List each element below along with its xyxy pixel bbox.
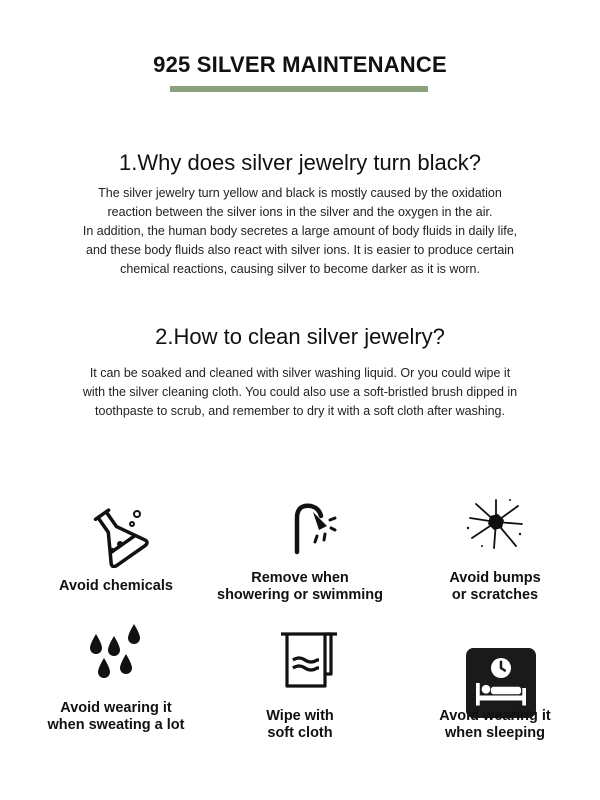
tip-label: Wipe with soft cloth bbox=[266, 708, 334, 741]
section1-paragraph bbox=[40, 184, 560, 279]
section2-paragraph bbox=[40, 364, 560, 421]
shower-icon bbox=[275, 496, 345, 566]
section2-line: with the silver cleaning cloth. You could also use a soft-bristled brush dipped in bbox=[82, 385, 518, 399]
section1-heading: 1.Why does silver jewelry turn black? bbox=[119, 150, 481, 175]
section2-line: It can be soaked and cleaned with silver washing liquid. Or you could wipe it bbox=[89, 366, 511, 380]
section1-line: reaction between the silver ions in the silver and the oxygen in the air. bbox=[107, 205, 493, 219]
tip-label: Remove when showering or swimming bbox=[217, 570, 383, 603]
tip-label: Avoid wearing it when sweating a lot bbox=[47, 700, 185, 733]
towel-icon bbox=[275, 622, 345, 692]
section1-line: and these body fluids also react with silver ions. It is easier to produce certain bbox=[86, 243, 514, 257]
tip-label: Avoid bumps or scratches bbox=[449, 570, 541, 603]
section1-line: In addition, the human body secretes a large amount of body fluids in daily life, bbox=[82, 224, 518, 238]
crack-icon bbox=[460, 494, 530, 564]
tip-label: Avoid chemicals bbox=[59, 578, 173, 594]
section1-line: chemical reactions, causing silver to become darker as it is worn. bbox=[120, 262, 480, 276]
flask-icon bbox=[82, 498, 152, 568]
title-underline bbox=[170, 86, 428, 92]
section1-line: The silver jewelry turn yellow and black is mostly caused by the oxidation bbox=[98, 186, 502, 200]
section2-line: toothpaste to scrub, and remember to dry it with a soft cloth after washing. bbox=[95, 404, 505, 418]
page-title: 925 SILVER MAINTENANCE bbox=[153, 52, 447, 77]
tip-label: Avoid wearing it when sleeping bbox=[439, 708, 551, 741]
section2-heading: 2.How to clean silver jewelry? bbox=[155, 324, 445, 349]
drops-icon bbox=[82, 620, 152, 690]
